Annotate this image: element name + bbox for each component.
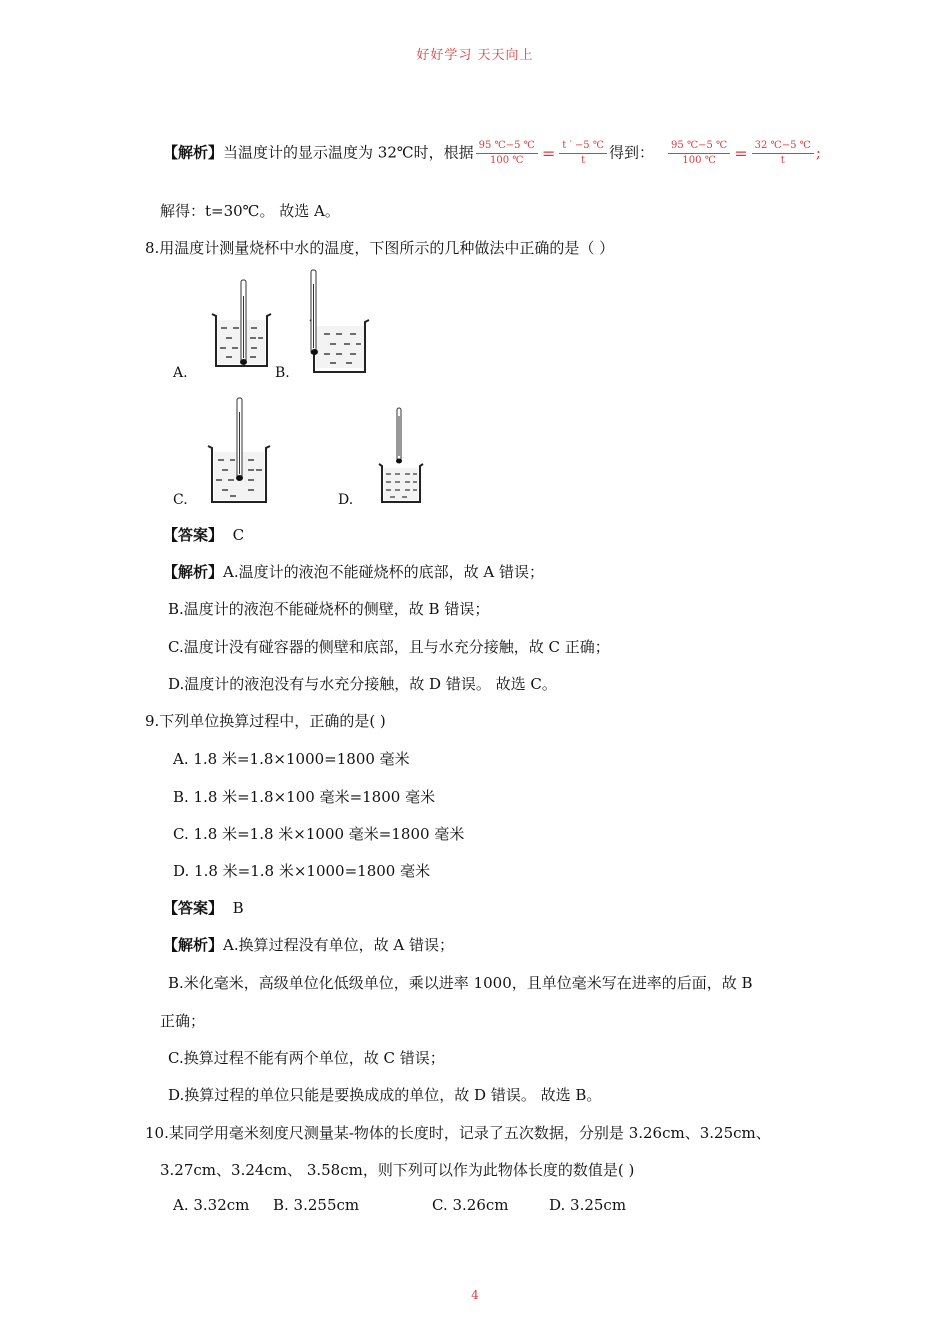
- q8-question: 8.用温度计测量烧杯中水的温度，下图所示的几种做法中正确的是（ ）: [145, 239, 615, 257]
- q9-option-a: A. 1.8 米=1.8×1000=1800 毫米: [173, 750, 410, 768]
- analysis-text: 得到：: [609, 143, 655, 162]
- option-label-b: B.: [275, 365, 290, 381]
- q9-analysis-line: [163, 934, 454, 955]
- q9-answer: [163, 897, 244, 918]
- q9-option-d: D. 1.8 米=1.8 米×1000=1800 毫米: [173, 862, 431, 880]
- q8-analysis-line: D.温度计的液泡没有与水充分接触，故 D 错误。 故选 C。: [168, 675, 557, 693]
- equals-sign: =: [541, 144, 556, 163]
- q7-result: 解得：t=30℃。 故选 A。: [160, 202, 340, 220]
- fraction: $\frac{32 ℃-5 ℃}{t}$: [752, 140, 814, 167]
- analysis-text: A.温度计的液泡不能碰烧杯的底部，故 A 错误；: [223, 563, 544, 581]
- answer-tag: 【答案】: [163, 526, 224, 544]
- answer-value: C: [232, 526, 245, 544]
- fraction: $\frac{95 ℃-5 ℃}{100 ℃}$: [476, 140, 538, 167]
- q9-analysis-line: C.换算过程不能有两个单位，故 C 错误；: [168, 1049, 445, 1067]
- q10-option-b: B. 3.255cm: [273, 1196, 360, 1214]
- equals-sign: =: [734, 144, 748, 163]
- analysis-text: 当温度计的显示温度为 32℃时，根据: [223, 143, 474, 162]
- beaker-b-figure: [302, 268, 372, 376]
- q8-analysis-line: C.温度计没有碰容器的侧壁和底部，且与水充分接触，故 C 正确；: [168, 638, 610, 656]
- page-number: 4: [471, 1288, 479, 1302]
- analysis-text: A.换算过程没有单位，故 A 错误；: [223, 936, 454, 954]
- q8-answer: [163, 524, 244, 545]
- fraction: $\frac{95 ℃-5 ℃}{100 ℃}$: [668, 140, 730, 167]
- q9-option-b: B. 1.8 米=1.8×100 毫米=1800 毫米: [173, 788, 436, 806]
- q8-analysis-line: B.温度计的液泡不能碰烧杯的侧壁，故 B 错误；: [168, 600, 490, 618]
- q7-analysis-line: [163, 140, 821, 167]
- option-label-d: D.: [338, 492, 354, 508]
- beaker-c-figure: [204, 396, 274, 506]
- semicolon: ;: [815, 143, 821, 162]
- page-header: 好好学习 天天向上: [416, 48, 534, 63]
- q9-analysis-line: D.换算过程的单位只能是要换成成的单位，故 D 错误。 故选 B。: [168, 1086, 602, 1104]
- q9-analysis-line: B.米化毫米，高级单位化低级单位，乘以进率 1000，且单位毫米写在进率的后面，故 B: [168, 974, 753, 992]
- answer-value: B: [232, 899, 244, 917]
- analysis-tag: 【解析】: [163, 563, 224, 581]
- q9-option-c: C. 1.8 米=1.8 米×1000 毫米=1800 毫米: [173, 825, 465, 843]
- q8-analysis-line: [163, 561, 544, 582]
- option-label-a: A.: [173, 365, 188, 381]
- q10-option-c: C. 3.26cm: [432, 1196, 509, 1214]
- q10-question-line: 3.27cm、3.24cm、 3.58cm，则下列可以作为此物体长度的数值是( ): [160, 1161, 635, 1179]
- analysis-tag: 【解析】: [163, 936, 224, 954]
- beaker-a-figure: [206, 276, 276, 372]
- fraction: $\frac{t ' -5 ℃}{t}$: [559, 140, 607, 167]
- option-label-c: C.: [173, 492, 188, 508]
- q9-analysis-line: 正确；: [160, 1012, 206, 1030]
- q10-option-a: A. 3.32cm: [173, 1196, 250, 1214]
- q10-question-line: 10.某同学用毫米刻度尺测量某-物体的长度时，记录了五次数据，分别是 3.26cm、3.25cm、: [145, 1124, 771, 1142]
- q9-question: 9.下列单位换算过程中，正确的是( ): [145, 712, 386, 730]
- q10-option-d: D. 3.25cm: [549, 1196, 627, 1214]
- beaker-d-figure: [376, 406, 426, 504]
- analysis-tag: 【解析】: [163, 143, 224, 162]
- answer-tag: 【答案】: [163, 899, 224, 917]
